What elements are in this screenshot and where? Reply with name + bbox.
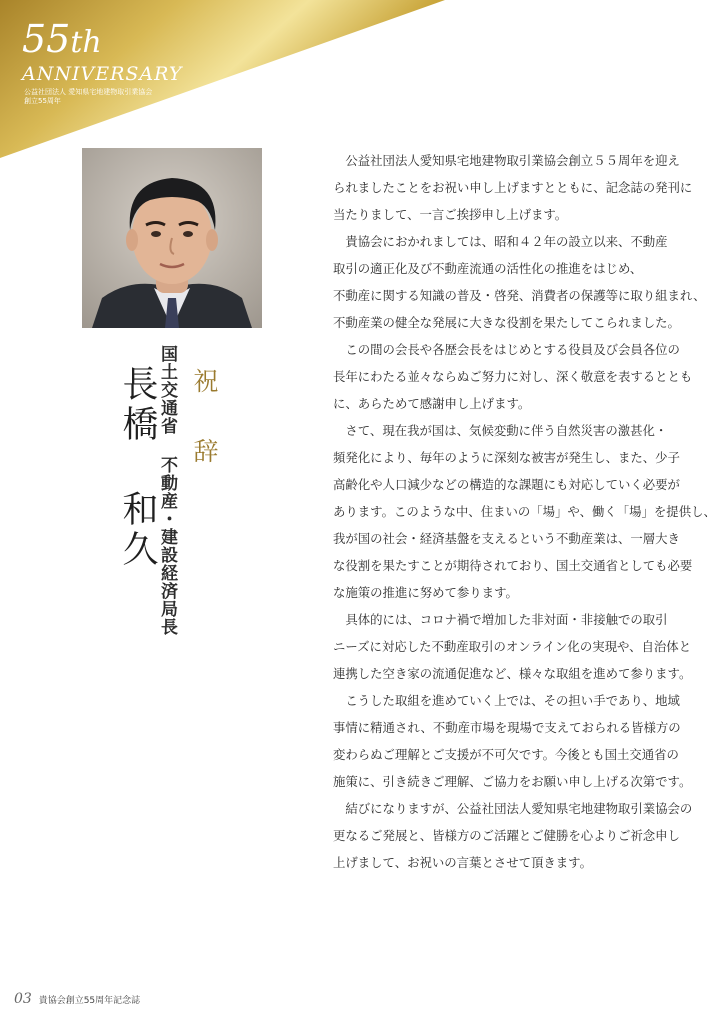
- section-title: 祝 辞: [190, 368, 219, 471]
- body-line: 更なるご発展と、皆様方のご活躍とご健勝を心よりご祈念申し: [333, 828, 680, 843]
- body-line: 貴協会におかれましては、昭和４２年の設立以来、不動産: [333, 234, 668, 249]
- body-line: 取引の適正化及び不動産流通の活性化の推進をはじめ、: [333, 261, 643, 276]
- body-line: 連携した空き家の流通促進など、様々な取組を進めて参ります。: [333, 666, 692, 681]
- body-line: 不動産業の健全な発展に大きな役割を果たしてこられました。: [333, 315, 680, 330]
- portrait-illustration: [82, 148, 262, 328]
- anniversary-banner: [0, 0, 450, 160]
- body-line: 変わらぬご理解とご支援が不可欠です。今後とも国土交通省の: [333, 747, 679, 762]
- org-name: 公益社団法人 愛知県宅地建物取引業協会: [24, 88, 153, 96]
- author-name: 長橋 和久: [117, 365, 158, 570]
- body-line: 我が国の社会・経済基盤を支えるという不動産業は、一層大き: [333, 531, 680, 546]
- body-line: 長年にわたる並々ならぬご努力に対し、深く敬意を表するととも: [333, 369, 693, 384]
- body-line: 高齢化や人口減少などの構造的な課題にも対応していく必要が: [333, 477, 680, 492]
- page-number: 03: [14, 991, 32, 1007]
- body-line: 頻発化により、毎年のように深刻な被害が発生し、また、少子: [333, 450, 680, 465]
- body-line: この間の会長や各歴会長をはじめとする役員及び会員各位の: [333, 342, 680, 357]
- body-line: あります。このような中、住まいの「場」や、働く「場」を提供し、: [333, 504, 716, 519]
- anniversary-org: [24, 88, 152, 106]
- page-footer: [14, 991, 140, 1007]
- body-line: ニーズに対応した不動産取引のオンライン化の実現や、自治体と: [333, 639, 692, 654]
- body-line: 施策に、引き続きご理解、ご協力をお願い申し上げる次第です。: [333, 774, 692, 789]
- body-line: 不動産に関する知識の普及・啓発、消費者の保護等に取り組まれ、: [333, 288, 706, 303]
- body-line: 具体的には、コロナ禍で増加した非対面・非接触での取引: [333, 612, 668, 627]
- portrait-photo: [82, 148, 262, 328]
- body-line: 当たりまして、一言ご挨拶申し上げます。: [333, 207, 568, 222]
- body-line: な役割を果たすことが期待されており、国土交通省としても必要: [333, 558, 693, 573]
- org-anniversary: 創立55周年: [24, 97, 61, 105]
- body-line: 上げまして、お祝いの言葉とさせて頂きます。: [333, 855, 592, 870]
- body-line: 結びになりますが、公益社団法人愛知県宅地建物取引業協会の: [333, 801, 693, 816]
- body-line: に、あらためて感謝申し上げます。: [333, 396, 531, 411]
- message-body: [333, 147, 716, 876]
- body-line: られましたことをお祝い申し上げますとともに、記念誌の発刊に: [333, 180, 693, 195]
- publication-label: 貴協会創立55周年記念誌: [38, 996, 141, 1006]
- body-line: 事情に精通され、不動産市場を現場で支えておられる皆様方の: [333, 720, 681, 735]
- anniversary-word: ANNIVERSARY: [22, 63, 183, 85]
- body-line: な施策の推進に努めて参ります。: [333, 585, 518, 600]
- author-position: 国土交通省 不動産・建設経済局長: [157, 345, 177, 636]
- body-line: さて、現在我が国は、気候変動に伴う自然災害の激甚化・: [333, 423, 668, 438]
- anniversary-number: 55th: [22, 17, 102, 61]
- body-line: こうした取組を進めていく上では、その担い手であり、地域: [333, 693, 680, 708]
- body-line: 公益社団法人愛知県宅地建物取引業協会創立５５周年を迎え: [333, 153, 680, 168]
